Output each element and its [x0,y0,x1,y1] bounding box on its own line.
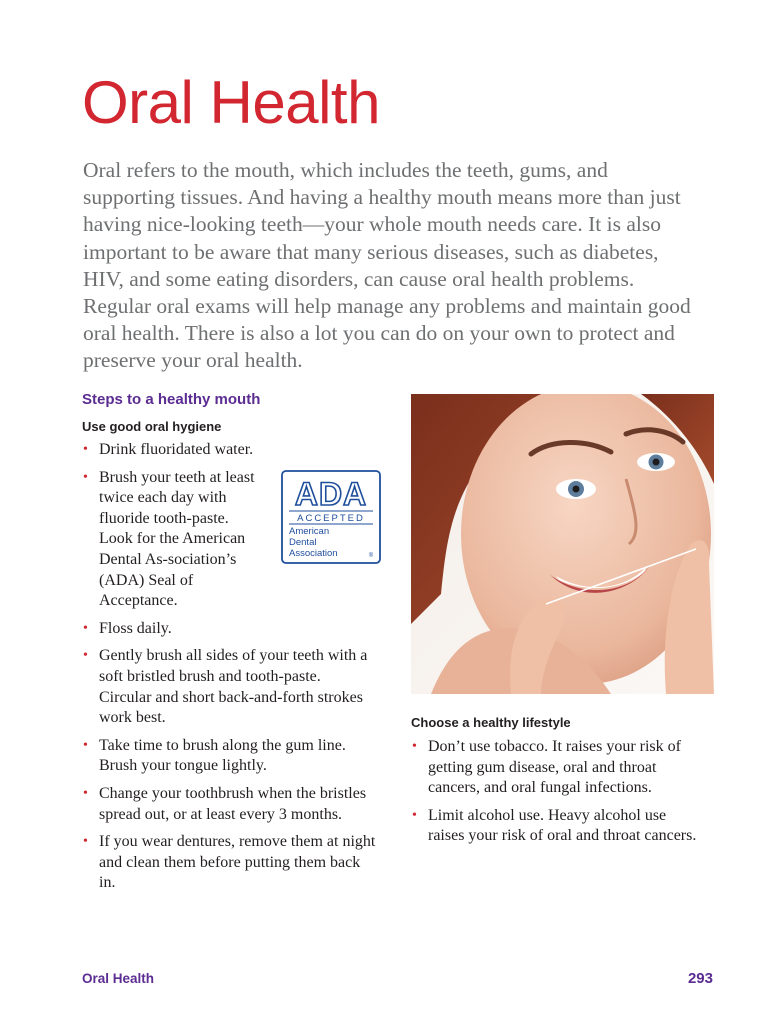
seal-registered-mark: ® [368,553,374,559]
list-item: • Brush your teeth at least twice each day with fluoride tooth-paste. Look for the American Dental As-sociation’s (ADA) Seal of Acceptance. [83,468,255,610]
list-item: • Take time to brush along the gum line. Brush your tongue lightly. [83,736,346,775]
list-item: • Change your toothbrush when the bristles spread out, or at least every 3 months. [83,784,367,823]
bullet-dot: • [83,785,88,801]
list-item: • Gently brush all sides of your teeth with a soft bristled brush and tooth-paste. Circular and short back-and-forth strokes work best. [83,647,368,727]
seal-name-line3: Association [289,548,338,559]
seal-accepted: ACCEPTED [297,513,365,524]
bullet-dot: • [83,469,88,485]
bullet-dot: • [412,807,417,823]
page-number: 293 [687,970,713,987]
list-item: • Drink fluoridated water. [82,440,388,461]
ada-seal-logo [281,470,381,564]
list-item: • Don’t use tobacco. It raises your risk of getting gum disease, oral and throat cancers, and oral fungal infections. [412,738,681,797]
lifestyle-list [411,737,703,854]
steps-heading: Steps to a healthy mouth [82,391,261,408]
lifestyle-heading: Choose a healthy lifestyle [411,715,571,730]
list-item: • Limit alcohol use. Heavy alcohol use raises your risk of oral and throat cancers. [412,806,697,845]
seal-name-line2: Dental [289,537,317,548]
bullet-dot: • [83,834,88,850]
intro-paragraph: Oral refers to the mouth, which includes the teeth, gums, and supporting tissues. And having a healthy mouth means more than just having nice-looking teeth—your whole mouth needs care. It is also important to be aware that many serious diseases, such as diabetes, HIV, and some eating disorders, can cause oral health problems. Regular oral exams will help manage any problems and maintain good oral health. There is also a lot you can do on your own to protect and preserve your oral health. [83,158,691,373]
page-title: Oral Health [82,69,380,136]
list-item: • If you wear dentures, remove them at night and clean them before putting them back in. [83,833,376,892]
footer-section-name: Oral Health [82,971,155,986]
list-item: • Floss daily. [82,619,388,640]
woman-flossing-photo [411,394,714,694]
bullet-dot: • [83,737,88,753]
bullet-dot: • [83,442,88,457]
hygiene-heading: Use good oral hygiene [82,419,222,434]
bullet-dot: • [83,620,88,636]
seal-letters: ADA [294,476,368,512]
seal-name-line1: American [289,526,330,537]
bullet-dot: • [412,739,417,754]
photo-illustration [411,394,714,694]
bullet-dot: • [83,648,88,664]
